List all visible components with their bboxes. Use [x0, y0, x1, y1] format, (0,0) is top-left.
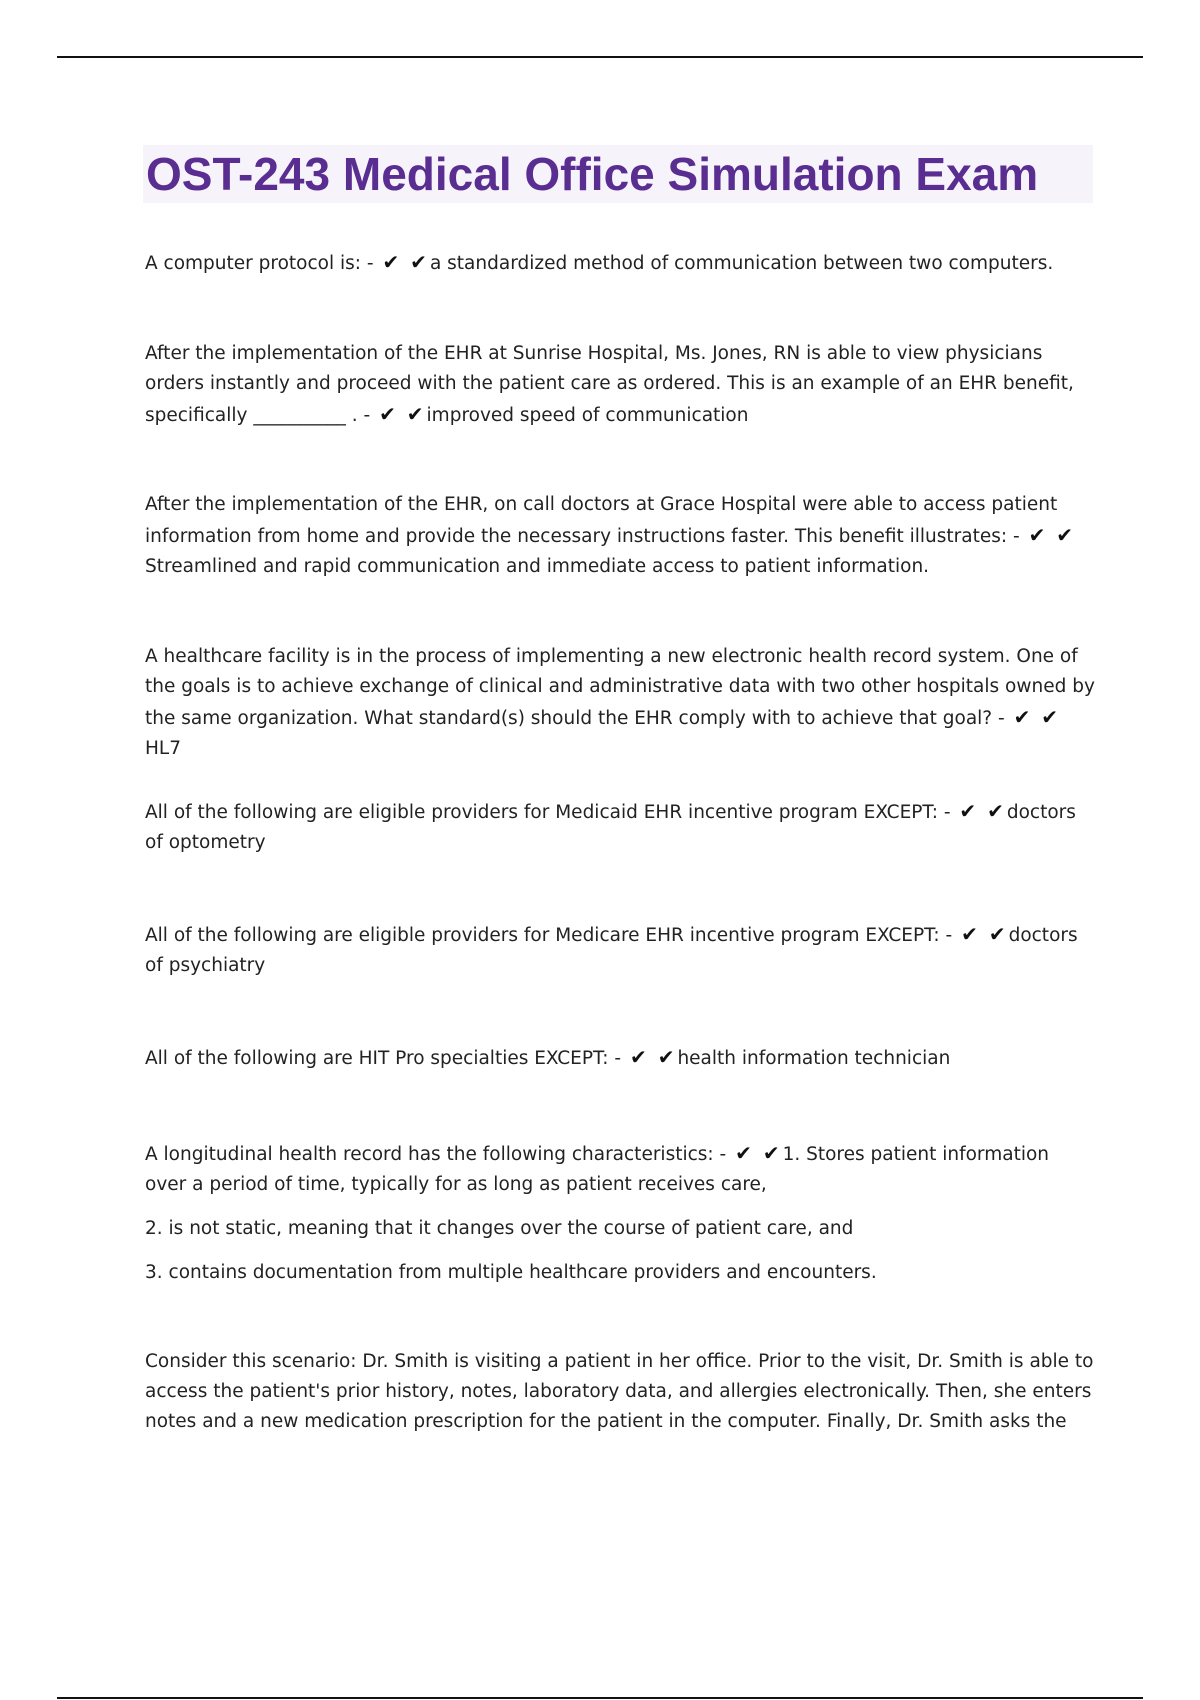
qa-paragraph [145, 796, 1095, 858]
qa-item [145, 642, 1095, 764]
answer-text: a standardized method of communication between two computers. [429, 253, 1054, 274]
page-title: OST-243 Medical Office Simulation Exam [143, 145, 1093, 203]
bottom-rule [57, 1697, 1143, 1699]
double-check-icon: ✔ ✔ [961, 922, 1008, 946]
qa-item [145, 490, 1095, 582]
qa-item [145, 339, 1095, 431]
double-check-icon: ✔ ✔ [379, 402, 426, 426]
question-text: All of the following are HIT Pro specialties EXCEPT: - [145, 1048, 622, 1069]
qa-item [145, 1138, 1095, 1288]
question-text: A longitudinal health record has the following characteristics: - [145, 1144, 727, 1165]
top-rule [57, 56, 1143, 58]
question-text: After the implementation of the EHR, on call doctors at Grace Hospital were able to access patient information from home and provide the necessary instructions faster. This benefit illustrates: - [145, 494, 1058, 547]
qa-paragraph [145, 1347, 1095, 1437]
double-check-icon: ✔ ✔ [1013, 705, 1061, 729]
answer-text: 1. Stores patient information over a period of time, typically for as long as patient receives care, [145, 1144, 1050, 1195]
question-text: Consider this scenario: Dr. Smith is visiting a patient in her office. Prior to the visit, Dr. Smith is able to access the patient's prior history, notes, laboratory data, and allergies electronically. Then, she enters notes and a new medication prescription for the patient in the computer. Finally, Dr. Smith asks the [145, 1351, 1094, 1432]
answer-text: doctors of optometry [145, 802, 1076, 853]
answer-text: doctors of psychiatry [145, 925, 1078, 976]
qa-paragraph [145, 919, 1095, 981]
qa-paragraph [145, 1138, 1095, 1200]
qa-paragraph [145, 490, 1095, 582]
answer-text: health information technician [677, 1048, 951, 1069]
qa-item [145, 1042, 1095, 1074]
answer-text: Streamlined and rapid communication and immediate access to patient information. [145, 556, 930, 577]
qa-item [145, 247, 1095, 279]
qa-paragraph [145, 339, 1095, 431]
answer-continuation: 3. contains documentation from multiple healthcare providers and encounters. [145, 1262, 877, 1283]
answer-text: improved speed of communication [426, 405, 749, 426]
question-text: A computer protocol is: - [145, 253, 374, 274]
qa-item [145, 919, 1095, 981]
answer-text: HL7 [145, 738, 181, 759]
double-check-icon: ✔ ✔ [1028, 523, 1076, 547]
double-check-icon: ✔ ✔ [629, 1045, 677, 1069]
question-text: After the implementation of the EHR at Sunrise Hospital, Ms. Jones, RN is able to view physicians orders instantly and proceed with the patient care as ordered. This is an example of an EHR benefit, specifically __________ . - [145, 343, 1074, 426]
double-check-icon: ✔ ✔ [959, 799, 1006, 823]
qa-item [145, 1347, 1095, 1437]
question-text: A healthcare facility is in the process of implementing a new electronic health record system. One of the goals is to achieve exchange of clinical and administrative data with two other hospitals owned by the same organization. What standard(s) should the EHR comply with to achieve that goal? - [145, 646, 1095, 729]
qa-item [145, 796, 1095, 858]
double-check-icon: ✔ ✔ [735, 1141, 782, 1165]
question-text: All of the following are eligible providers for Medicare EHR incentive program EXCEPT: - [145, 925, 953, 946]
answer-continuation: 2. is not static, meaning that it changes over the course of patient care, and [145, 1218, 854, 1239]
qa-paragraph [145, 1042, 1095, 1074]
double-check-icon: ✔ ✔ [382, 250, 429, 274]
question-text: All of the following are eligible providers for Medicaid EHR incentive program EXCEPT: - [145, 802, 951, 823]
qa-paragraph [145, 247, 1095, 279]
qa-paragraph [145, 642, 1095, 764]
